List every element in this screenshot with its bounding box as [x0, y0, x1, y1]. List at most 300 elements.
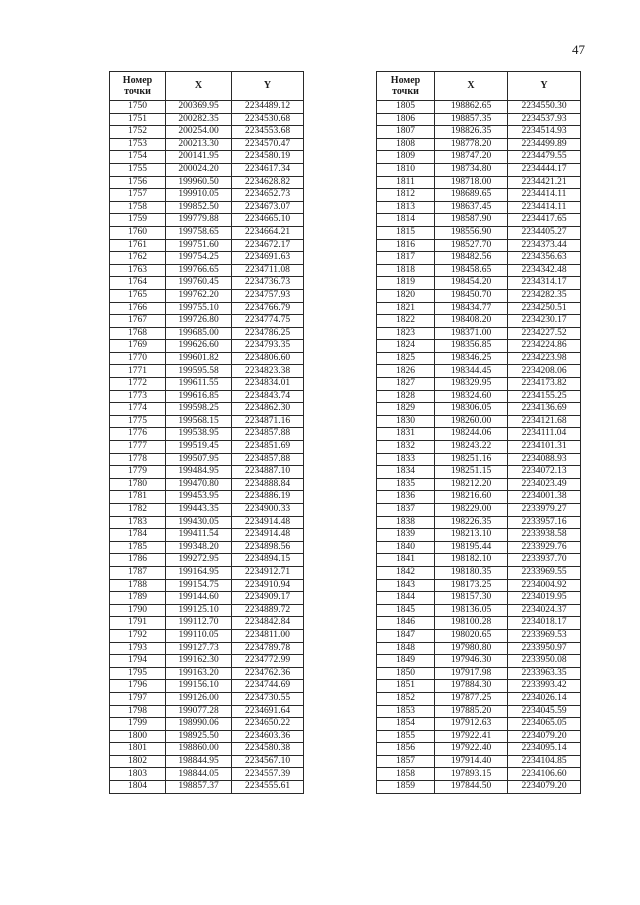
- x-coordinate-cell: 199568.15: [166, 415, 232, 428]
- table-row: [377, 629, 581, 642]
- y-coordinate-cell: 2234537.93: [508, 113, 581, 126]
- x-coordinate-cell: 199484.95: [166, 466, 232, 479]
- x-coordinate-cell: 198925.50: [166, 730, 232, 743]
- point-number-cell: 1799: [110, 718, 166, 731]
- table-row: [110, 415, 304, 428]
- table-row: [110, 176, 304, 189]
- y-coordinate-cell: 2234887.10: [232, 466, 304, 479]
- x-coordinate-cell: 199852.50: [166, 201, 232, 214]
- table-row: [110, 441, 304, 454]
- x-coordinate-cell: 199154.75: [166, 579, 232, 592]
- x-coordinate-cell: 198747.20: [435, 151, 508, 164]
- point-number-cell: 1781: [110, 491, 166, 504]
- point-number-cell: 1760: [110, 226, 166, 239]
- y-coordinate-cell: 2234673.07: [232, 201, 304, 214]
- x-coordinate-cell: 198212.20: [435, 478, 508, 491]
- point-number-cell: 1783: [110, 516, 166, 529]
- table-row: [377, 718, 581, 731]
- y-coordinate-cell: 2233969.55: [508, 566, 581, 579]
- y-coordinate-cell: 2234570.47: [232, 138, 304, 151]
- x-coordinate-cell: 199125.10: [166, 604, 232, 617]
- point-number-cell: 1806: [377, 113, 435, 126]
- point-number-cell: 1811: [377, 176, 435, 189]
- y-coordinate-cell: 2234004.92: [508, 579, 581, 592]
- x-coordinate-cell: 199519.45: [166, 441, 232, 454]
- point-number-cell: 1777: [110, 441, 166, 454]
- x-coordinate-cell: 199779.88: [166, 214, 232, 227]
- y-coordinate-cell: 2234095.14: [508, 743, 581, 756]
- point-number-cell: 1853: [377, 705, 435, 718]
- point-number-cell: 1752: [110, 126, 166, 139]
- y-coordinate-cell: 2234088.93: [508, 453, 581, 466]
- point-number-cell: 1833: [377, 453, 435, 466]
- x-coordinate-cell: 199443.35: [166, 504, 232, 517]
- y-coordinate-cell: 2234023.49: [508, 478, 581, 491]
- x-coordinate-cell: 199507.95: [166, 453, 232, 466]
- table-row: [110, 340, 304, 353]
- table-row: [377, 101, 581, 114]
- table-row: [110, 277, 304, 290]
- point-number-cell: 1817: [377, 252, 435, 265]
- y-coordinate-cell: 2233929.76: [508, 541, 581, 554]
- x-coordinate-cell: 198718.00: [435, 176, 508, 189]
- table-row: [377, 327, 581, 340]
- point-number-cell: 1787: [110, 566, 166, 579]
- y-coordinate-cell: 2234730.55: [232, 692, 304, 705]
- y-coordinate-cell: 2233938.58: [508, 529, 581, 542]
- x-coordinate-cell: 198195.44: [435, 541, 508, 554]
- x-coordinate-cell: 199960.50: [166, 176, 232, 189]
- x-coordinate-cell: 199726.80: [166, 315, 232, 328]
- table-row: [110, 504, 304, 517]
- table-row: [377, 642, 581, 655]
- table-row: [110, 491, 304, 504]
- point-number-cell: 1831: [377, 428, 435, 441]
- x-coordinate-cell: 199110.05: [166, 629, 232, 642]
- point-number-cell: 1829: [377, 403, 435, 416]
- y-coordinate-cell: 2234823.38: [232, 365, 304, 378]
- point-number-cell: 1837: [377, 504, 435, 517]
- point-number-cell: 1841: [377, 554, 435, 567]
- table-row: [377, 617, 581, 630]
- table-row: [110, 541, 304, 554]
- point-number-cell: 1771: [110, 365, 166, 378]
- point-number-header: [110, 72, 166, 101]
- table-row: [110, 226, 304, 239]
- y-coordinate-cell: 2234479.55: [508, 151, 581, 164]
- header-line: Номер: [122, 74, 153, 86]
- table-row: [110, 466, 304, 479]
- y-coordinate-cell: 2233969.53: [508, 629, 581, 642]
- x-coordinate-cell: 199470.80: [166, 478, 232, 491]
- point-number-cell: 1756: [110, 176, 166, 189]
- point-number-cell: 1818: [377, 264, 435, 277]
- table-row: [377, 415, 581, 428]
- y-coordinate-cell: 2234871.16: [232, 415, 304, 428]
- point-number-cell: 1858: [377, 768, 435, 781]
- y-coordinate-cell: 2234001.38: [508, 491, 581, 504]
- table-row: [377, 113, 581, 126]
- y-coordinate-cell: 2234580.19: [232, 151, 304, 164]
- x-coordinate-cell: 197885.20: [435, 705, 508, 718]
- y-coordinate-cell: 2234024.37: [508, 604, 581, 617]
- x-coordinate-cell: 199616.85: [166, 390, 232, 403]
- y-coordinate-cell: 2234857.88: [232, 453, 304, 466]
- table-row: [110, 768, 304, 781]
- y-coordinate-cell: 2234314.17: [508, 277, 581, 290]
- table-row: [377, 579, 581, 592]
- table-row: [377, 781, 581, 794]
- x-coordinate-cell: 198556.90: [435, 226, 508, 239]
- x-coordinate-cell: 198213.10: [435, 529, 508, 542]
- table-row: [377, 189, 581, 202]
- x-coordinate-cell: 198857.37: [166, 781, 232, 794]
- point-number-cell: 1797: [110, 692, 166, 705]
- x-coordinate-cell: 200369.95: [166, 101, 232, 114]
- table-row: [110, 390, 304, 403]
- y-coordinate-cell: 2233993.42: [508, 680, 581, 693]
- y-coordinate-cell: 2234889.72: [232, 604, 304, 617]
- x-coordinate-cell: 198458.65: [435, 264, 508, 277]
- table-row: [377, 151, 581, 164]
- x-coordinate-cell: 197912.63: [435, 718, 508, 731]
- table-row: [377, 277, 581, 290]
- table-row: [377, 126, 581, 139]
- point-number-cell: 1773: [110, 390, 166, 403]
- point-number-cell: 1839: [377, 529, 435, 542]
- table-row: [110, 718, 304, 731]
- table-row: [110, 516, 304, 529]
- y-coordinate-cell: 2234173.82: [508, 378, 581, 391]
- x-coordinate-cell: 197917.98: [435, 667, 508, 680]
- y-coordinate-cell: 2234736.73: [232, 277, 304, 290]
- table-row: [110, 680, 304, 693]
- y-header: Y: [232, 72, 304, 101]
- table-row: [377, 604, 581, 617]
- y-coordinate-cell: 2234672.17: [232, 239, 304, 252]
- y-coordinate-cell: 2234603.36: [232, 730, 304, 743]
- point-number-cell: 1780: [110, 478, 166, 491]
- point-number-cell: 1801: [110, 743, 166, 756]
- x-coordinate-cell: 198100.28: [435, 617, 508, 630]
- y-header: Y: [508, 72, 581, 101]
- y-coordinate-cell: 2234553.68: [232, 126, 304, 139]
- x-coordinate-cell: 198408.20: [435, 315, 508, 328]
- table-row: [110, 554, 304, 567]
- point-number-cell: 1846: [377, 617, 435, 630]
- table-row: [377, 176, 581, 189]
- x-coordinate-cell: 198689.65: [435, 189, 508, 202]
- x-coordinate-cell: 198157.30: [435, 592, 508, 605]
- x-coordinate-cell: 199411.54: [166, 529, 232, 542]
- point-number-cell: 1848: [377, 642, 435, 655]
- x-coordinate-cell: 198173.25: [435, 579, 508, 592]
- point-number-cell: 1851: [377, 680, 435, 693]
- x-coordinate-cell: 197893.15: [435, 768, 508, 781]
- point-number-cell: 1776: [110, 428, 166, 441]
- point-number-cell: 1827: [377, 378, 435, 391]
- table-row: [110, 705, 304, 718]
- table-row: [110, 529, 304, 542]
- x-coordinate-cell: 198182.10: [435, 554, 508, 567]
- x-coordinate-cell: 199595.58: [166, 365, 232, 378]
- table-row: [377, 478, 581, 491]
- table-row: [377, 252, 581, 265]
- x-coordinate-cell: 199126.00: [166, 692, 232, 705]
- y-coordinate-cell: 2234691.64: [232, 705, 304, 718]
- y-coordinate-cell: 2234711.08: [232, 264, 304, 277]
- point-number-cell: 1809: [377, 151, 435, 164]
- x-coordinate-cell: 199127.73: [166, 642, 232, 655]
- y-coordinate-cell: 2234862.30: [232, 403, 304, 416]
- table-row: [110, 566, 304, 579]
- x-coordinate-cell: 199758.65: [166, 226, 232, 239]
- y-coordinate-cell: 2234026.14: [508, 692, 581, 705]
- table-row: [110, 189, 304, 202]
- table-row: [377, 226, 581, 239]
- x-coordinate-cell: 198857.35: [435, 113, 508, 126]
- x-coordinate-cell: 198826.35: [435, 126, 508, 139]
- page-number: 47: [572, 42, 585, 57]
- y-coordinate-cell: 2234900.33: [232, 504, 304, 517]
- x-coordinate-cell: 200141.95: [166, 151, 232, 164]
- x-coordinate-cell: 199112.70: [166, 617, 232, 630]
- y-coordinate-cell: 2234373.44: [508, 239, 581, 252]
- x-coordinate-cell: 198450.70: [435, 289, 508, 302]
- point-number-cell: 1772: [110, 378, 166, 391]
- y-coordinate-cell: 2234019.95: [508, 592, 581, 605]
- y-coordinate-cell: 2233979.27: [508, 504, 581, 517]
- x-coordinate-cell: 198482.56: [435, 252, 508, 265]
- x-coordinate-cell: 200254.00: [166, 126, 232, 139]
- table-row: [377, 755, 581, 768]
- point-number-cell: 1791: [110, 617, 166, 630]
- point-number-cell: 1766: [110, 302, 166, 315]
- point-number-cell: 1789: [110, 592, 166, 605]
- y-coordinate-cell: 2233957.16: [508, 516, 581, 529]
- x-coordinate-cell: 198454.20: [435, 277, 508, 290]
- table-row: [377, 390, 581, 403]
- point-number-cell: 1825: [377, 352, 435, 365]
- x-coordinate-cell: 198260.00: [435, 415, 508, 428]
- table-row: [377, 566, 581, 579]
- y-coordinate-cell: 2234910.94: [232, 579, 304, 592]
- x-coordinate-cell: 197914.40: [435, 755, 508, 768]
- table-row: [377, 315, 581, 328]
- x-coordinate-cell: 199077.28: [166, 705, 232, 718]
- point-number-cell: 1812: [377, 189, 435, 202]
- y-coordinate-cell: 2233950.97: [508, 642, 581, 655]
- point-number-cell: 1810: [377, 163, 435, 176]
- y-coordinate-cell: 2234628.82: [232, 176, 304, 189]
- table-row: [377, 428, 581, 441]
- point-number-cell: 1836: [377, 491, 435, 504]
- y-coordinate-cell: 2234806.60: [232, 352, 304, 365]
- x-coordinate-cell: 199910.05: [166, 189, 232, 202]
- point-number-cell: 1758: [110, 201, 166, 214]
- point-number-cell: 1835: [377, 478, 435, 491]
- table-row: [377, 441, 581, 454]
- y-coordinate-cell: 2234757.93: [232, 289, 304, 302]
- table-row: [377, 692, 581, 705]
- y-coordinate-cell: 2234079.20: [508, 781, 581, 794]
- point-number-cell: 1761: [110, 239, 166, 252]
- table-row: [377, 516, 581, 529]
- y-coordinate-cell: 2234617.34: [232, 163, 304, 176]
- table-row: [110, 592, 304, 605]
- point-number-cell: 1808: [377, 138, 435, 151]
- point-number-cell: 1754: [110, 151, 166, 164]
- x-coordinate-cell: 198244.06: [435, 428, 508, 441]
- point-number-cell: 1753: [110, 138, 166, 151]
- y-coordinate-cell: 2234421.21: [508, 176, 581, 189]
- y-coordinate-cell: 2234230.17: [508, 315, 581, 328]
- table-row: [110, 642, 304, 655]
- point-number-cell: 1800: [110, 730, 166, 743]
- y-coordinate-cell: 2234567.10: [232, 755, 304, 768]
- y-coordinate-cell: 2234342.48: [508, 264, 581, 277]
- table-row: [110, 667, 304, 680]
- header-line: Номер: [390, 74, 421, 86]
- table-row: [110, 264, 304, 277]
- y-coordinate-cell: 2234691.63: [232, 252, 304, 265]
- table-row: [110, 478, 304, 491]
- table-row: [377, 592, 581, 605]
- table-row: [377, 453, 581, 466]
- table-row: [110, 755, 304, 768]
- point-number-cell: 1767: [110, 315, 166, 328]
- point-number-cell: 1823: [377, 327, 435, 340]
- x-coordinate-cell: 198860.00: [166, 743, 232, 756]
- table-row: [110, 113, 304, 126]
- y-coordinate-cell: 2234914.48: [232, 516, 304, 529]
- point-number-header: [377, 72, 435, 101]
- point-number-cell: 1805: [377, 101, 435, 114]
- point-number-cell: 1765: [110, 289, 166, 302]
- y-coordinate-cell: 2234136.69: [508, 403, 581, 416]
- table-row: [110, 453, 304, 466]
- point-number-cell: 1757: [110, 189, 166, 202]
- y-coordinate-cell: 2234652.73: [232, 189, 304, 202]
- x-coordinate-cell: 199601.82: [166, 352, 232, 365]
- x-coordinate-cell: 198020.65: [435, 629, 508, 642]
- x-coordinate-cell: 198251.15: [435, 466, 508, 479]
- y-coordinate-cell: 2234079.20: [508, 730, 581, 743]
- table-row: [110, 239, 304, 252]
- x-coordinate-cell: 198229.00: [435, 504, 508, 517]
- point-number-cell: 1779: [110, 466, 166, 479]
- y-coordinate-cell: 2234909.17: [232, 592, 304, 605]
- table-row: [377, 214, 581, 227]
- table-row: [110, 743, 304, 756]
- point-number-cell: 1856: [377, 743, 435, 756]
- x-coordinate-cell: 198306.05: [435, 403, 508, 416]
- point-number-cell: 1763: [110, 264, 166, 277]
- point-number-cell: 1842: [377, 566, 435, 579]
- table-row: [110, 692, 304, 705]
- point-number-cell: 1762: [110, 252, 166, 265]
- y-coordinate-cell: 2234914.48: [232, 529, 304, 542]
- x-coordinate-cell: 199755.10: [166, 302, 232, 315]
- table-row: [377, 541, 581, 554]
- point-number-cell: 1775: [110, 415, 166, 428]
- table-row: [377, 289, 581, 302]
- table-row: [110, 579, 304, 592]
- point-number-cell: 1852: [377, 692, 435, 705]
- y-coordinate-cell: 2234223.98: [508, 352, 581, 365]
- table-row: [377, 743, 581, 756]
- point-number-cell: 1847: [377, 629, 435, 642]
- x-coordinate-cell: 198216.60: [435, 491, 508, 504]
- y-coordinate-cell: 2234786.25: [232, 327, 304, 340]
- y-coordinate-cell: 2234557.39: [232, 768, 304, 781]
- table-header: [110, 72, 304, 101]
- y-coordinate-cell: 2233950.08: [508, 655, 581, 668]
- y-coordinate-cell: 2234405.27: [508, 226, 581, 239]
- point-number-cell: 1788: [110, 579, 166, 592]
- x-coordinate-cell: 199144.60: [166, 592, 232, 605]
- table-row: [377, 491, 581, 504]
- table-row: [377, 352, 581, 365]
- table-row: [110, 617, 304, 630]
- x-coordinate-cell: 199163.20: [166, 667, 232, 680]
- y-coordinate-cell: 2234444.17: [508, 163, 581, 176]
- table-row: [377, 680, 581, 693]
- y-coordinate-cell: 2234224.86: [508, 340, 581, 353]
- x-coordinate-cell: 197980.80: [435, 642, 508, 655]
- coordinates-table-left: [109, 71, 304, 794]
- x-coordinate-cell: 198527.70: [435, 239, 508, 252]
- table-row: [110, 315, 304, 328]
- y-coordinate-cell: 2234772.99: [232, 655, 304, 668]
- table-row: [377, 340, 581, 353]
- x-coordinate-cell: 199626.60: [166, 340, 232, 353]
- table-row: [110, 327, 304, 340]
- y-coordinate-cell: 2234356.63: [508, 252, 581, 265]
- x-coordinate-cell: 200282.35: [166, 113, 232, 126]
- point-number-cell: 1784: [110, 529, 166, 542]
- x-coordinate-cell: 199162.30: [166, 655, 232, 668]
- y-coordinate-cell: 2234489.12: [232, 101, 304, 114]
- table-row: [377, 138, 581, 151]
- y-coordinate-cell: 2234766.79: [232, 302, 304, 315]
- point-number-cell: 1750: [110, 101, 166, 114]
- table-row: [377, 264, 581, 277]
- x-coordinate-cell: 199685.00: [166, 327, 232, 340]
- point-number-cell: 1755: [110, 163, 166, 176]
- coordinates-table-right: [376, 71, 581, 794]
- point-number-cell: 1813: [377, 201, 435, 214]
- table-row: [377, 201, 581, 214]
- y-coordinate-cell: 2234888.84: [232, 478, 304, 491]
- table-row: [377, 163, 581, 176]
- point-number-cell: 1822: [377, 315, 435, 328]
- point-number-cell: 1794: [110, 655, 166, 668]
- table-row: [377, 667, 581, 680]
- y-coordinate-cell: 2234762.36: [232, 667, 304, 680]
- x-coordinate-cell: 200024.20: [166, 163, 232, 176]
- y-coordinate-cell: 2234894.15: [232, 554, 304, 567]
- y-coordinate-cell: 2234417.65: [508, 214, 581, 227]
- x-coordinate-cell: 199598.25: [166, 403, 232, 416]
- x-coordinate-cell: 198136.05: [435, 604, 508, 617]
- table-row: [110, 138, 304, 151]
- y-coordinate-cell: 2234580.38: [232, 743, 304, 756]
- y-coordinate-cell: 2234065.05: [508, 718, 581, 731]
- y-coordinate-cell: 2234250.51: [508, 302, 581, 315]
- point-number-cell: 1838: [377, 516, 435, 529]
- x-coordinate-cell: 199348.20: [166, 541, 232, 554]
